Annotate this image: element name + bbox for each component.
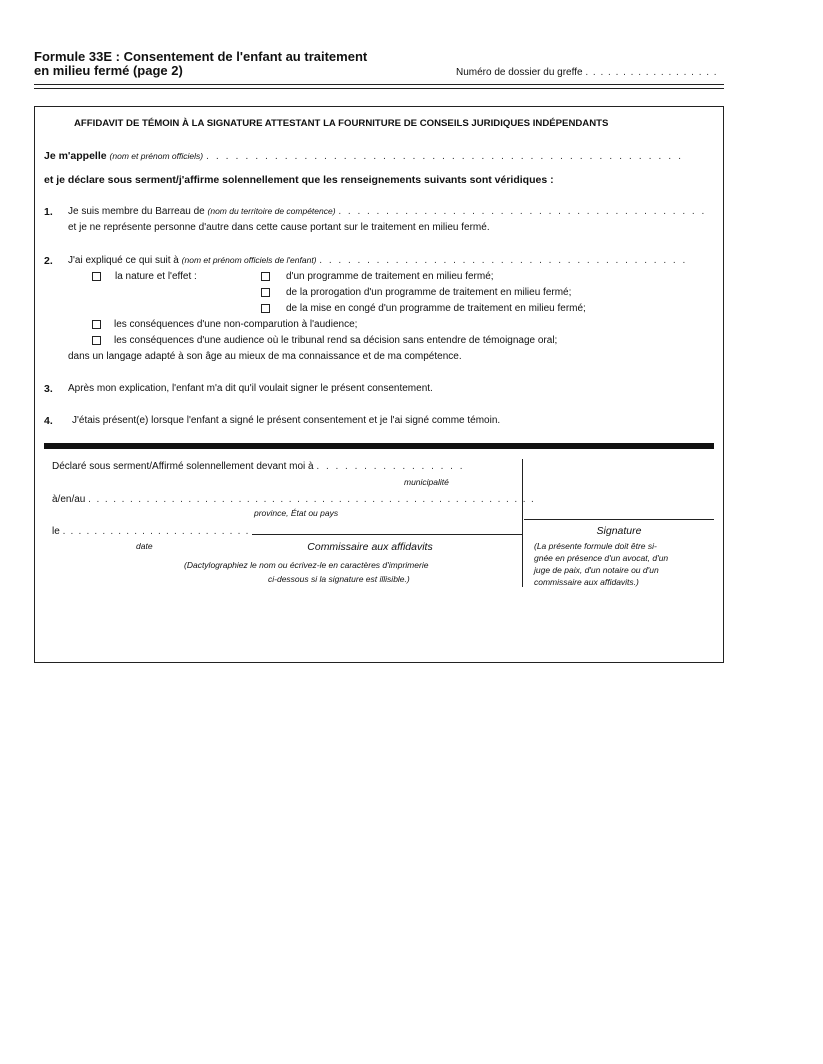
header-rule-1 [34,84,724,85]
on-label: le [52,526,60,537]
consequence-1 [92,319,357,330]
name-field[interactable]: . . . . . . . . . . . . . . . . . . . . . . . . . . . . . . . . . . . . . . . . . . . . . . . . . [206,150,683,162]
date-field[interactable]: . . . . . . . . . . . . . . . . . . . . . . . . [62,526,250,537]
form-title-line1: Formule 33E : Consentement de l'enfant au traitement [34,49,368,64]
affidavit-heading: AFFIDAVIT DE TÉMOIN À LA SIGNATURE ATTESTANT LA FOURNITURE DE CONSEILS JURIDIQUES INDÉPENDANTS [74,118,609,129]
municipality-hint: municipalité [404,477,449,487]
language-line: dans un langage adapté à son âge au mieux de ma connaissance et de ma compétence. [68,351,462,362]
commissioner-note-2: ci-dessous si la signature est illisible.) [268,574,410,584]
court-file-number-field[interactable]: . . . . . . . . . . . . . . . . . . [585,67,718,78]
signature-divider [522,459,523,587]
nature-option-3-label: de la mise en congé d'un programme de traitement en milieu fermé; [286,303,586,314]
name-hint: (nom et prénom officiels) [109,151,204,161]
date-hint: date [136,541,153,551]
commissioner-label: Commissaire aux affidavits [307,541,433,553]
item2-text: J'ai expliqué ce qui suit à [68,255,179,266]
nature-checkbox[interactable] [92,272,101,281]
nature-option-3 [261,303,586,314]
province-hint: province, État ou pays [254,508,339,518]
signature-note-4: commissaire aux affidavits.) [534,577,639,587]
at-line [52,494,535,505]
child-name-field[interactable]: . . . . . . . . . . . . . . . . . . . . . . . . . . . . . . . . . . . . . . . [319,255,688,266]
consequence-1-label: les conséquences d'une non-comparution à l'audience; [114,319,358,330]
bar-jurisdiction-field[interactable]: . . . . . . . . . . . . . . . . . . . . . . . . . . . . . . . . . . . . . . . [338,206,707,217]
nature-option-2 [261,287,571,298]
signature-label: Signature [596,525,642,537]
form-title-line2: en milieu fermé (page 2) [34,63,183,78]
item4-text: J'étais présent(e) lorsque l'enfant a signé le présent consentement et je l'ai signé comme témoin. [72,415,501,426]
municipality-field[interactable]: . . . . . . . . . . . . . . . . [316,461,465,472]
commissioner-signature-line[interactable] [252,534,522,535]
consequence-1-checkbox[interactable] [92,320,101,329]
item3-text: Après mon explication, l'enfant m'a dit qu'il voulait signer le présent consentement. [68,383,433,394]
item4-number: 4. [44,415,53,427]
item2-hint: (nom et prénom officiels de l'enfant) [181,255,317,265]
form-title [34,50,367,78]
item1-number: 1. [44,206,53,218]
signature-note-3: juge de paix, d'un notaire ou d'un [534,565,659,575]
nature-option-1-checkbox[interactable] [261,272,270,281]
declared-line [52,461,465,472]
at-label: à/en/au [52,494,86,505]
nature-option-2-checkbox[interactable] [261,288,270,297]
nature-option-1-label: d'un programme de traitement en milieu fermé; [286,271,494,282]
signature-note-1: (La présente formule doit être si- [534,541,657,551]
nature-option-1 [261,271,494,282]
name-prefix: Je m'appelle [44,150,107,162]
item2-number: 2. [44,255,53,267]
date-line [52,526,250,537]
item1-line2: et je ne représente personne d'autre dans cette cause portant sur le traitement en milieu fermé. [68,222,490,233]
item1-line [68,206,706,217]
section-divider [44,443,714,449]
nature-option-2-label: de la prorogation d'un programme de traitement en milieu fermé; [286,287,572,298]
consequence-2-label: les conséquences d'une audience où le tribunal rend sa décision sans entendre de témoignage oral; [114,335,558,346]
oath-line: et je déclare sous serment/j'affirme solennellement que les renseignements suivants sont véridiques : [44,174,554,186]
item3-number: 3. [44,383,53,395]
nature-row [92,271,197,282]
item1-text: Je suis membre du Barreau de [68,206,205,217]
signature-note-2: gnée en présence d'un avocat, d'un [534,553,669,563]
header-rule-2 [34,88,724,89]
deponent-signature-line[interactable] [524,519,714,520]
court-file-number-label: Numéro de dossier du greffe [456,67,583,78]
item2-line [68,255,687,266]
nature-label: la nature et l'effet : [115,271,197,282]
declared-text: Déclaré sous serment/Affirmé solennellement devant moi à [52,461,314,472]
item1-hint: (nom du territoire de compétence) [207,206,336,216]
consequence-2 [92,335,557,346]
nature-option-3-checkbox[interactable] [261,304,270,313]
province-field[interactable]: . . . . . . . . . . . . . . . . . . . . . . . . . . . . . . . . . . . . . . . . . . . . . . . . . . . . . . [88,494,536,505]
name-line [44,150,683,162]
consequence-2-checkbox[interactable] [92,336,101,345]
commissioner-note-1: (Dactylographiez le nom ou écrivez-le en caractères d'imprimerie [184,560,429,570]
court-file-number [456,67,718,78]
